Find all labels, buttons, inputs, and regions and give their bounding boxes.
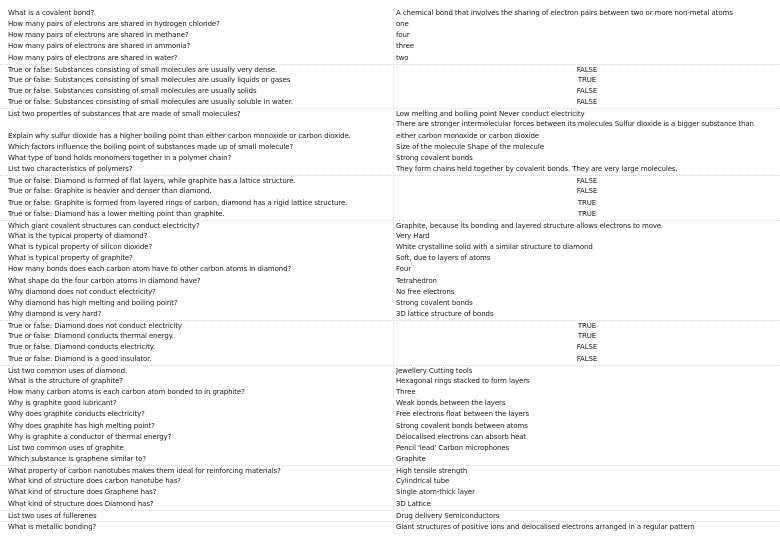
table-row xyxy=(0,19,780,29)
answer-cell: Graphite xyxy=(396,454,426,463)
answer-cell: two xyxy=(396,53,409,62)
answer-cell: A chemical bond that involves the sharing of electron pairs between two or more non-metal atoms xyxy=(396,9,733,17)
table-row xyxy=(0,409,780,419)
question-cell: True or false: Substances consisting of small molecules are usually soluble in water. xyxy=(8,98,293,107)
answer-cell: Tetrahedron xyxy=(396,276,437,285)
table-row xyxy=(0,86,780,96)
question-cell: What type of bond holds monomers together in a polymer chain? xyxy=(8,153,232,162)
question-cell: True or false: Substances consisting of small molecules are usually liquids or gases xyxy=(8,75,291,84)
answer-cell: Pencil 'lead' Carbon microphones xyxy=(396,443,510,452)
table-row xyxy=(0,264,780,274)
answer-cell: FALSE xyxy=(576,65,598,74)
table-row xyxy=(0,53,780,63)
question-cell: Why is graphite a conductor of thermal energy? xyxy=(8,432,172,441)
question-cell: True or false: Substances consisting of small molecules are usually very dense. xyxy=(8,65,278,74)
table-row xyxy=(0,164,780,174)
table-row xyxy=(0,465,780,476)
answer-cell: Weak bonds between the layers xyxy=(396,399,506,408)
table-row xyxy=(0,220,780,231)
table-row xyxy=(0,186,780,196)
answer-cell: Strong covalent bonds xyxy=(396,153,473,162)
question-cell: True or false: Substances consisting of small molecules are usually solids xyxy=(8,87,257,96)
answer-cell: 3D Lattice xyxy=(396,499,431,508)
question-cell: True or false: Diamond conducts electricity. xyxy=(8,343,155,352)
question-cell: True or false: Diamond conducts thermal energy. xyxy=(8,332,174,341)
question-cell: How many pairs of electrons are shared in ammonia? xyxy=(8,42,191,51)
question-cell: List two characteristics of polymers? xyxy=(8,165,133,174)
answer-cell: There are stronger intermolecular forces between its molecules Sulfur dioxide is a bigger substance than xyxy=(396,120,754,129)
table-row xyxy=(0,331,780,341)
question-cell: What kind of structure does carbon nanotube has? xyxy=(8,477,181,486)
question-cell: Which substance is graphene similar to? xyxy=(8,454,146,463)
table-row xyxy=(0,131,780,141)
table-row xyxy=(0,41,780,51)
answer-cell: four xyxy=(396,31,410,40)
answer-cell: No free electrons xyxy=(396,287,455,296)
table-row xyxy=(0,287,780,297)
question-cell: How many pairs of electrons are shared in water? xyxy=(8,53,178,62)
answer-cell: Size of the molecule Shape of the molecule xyxy=(396,142,544,151)
answer-cell: Graphite, because its bonding and layered structure allows electrons to move xyxy=(396,221,662,230)
table-row xyxy=(0,231,780,241)
answer-cell: Jewellery Cutting tools xyxy=(396,366,473,375)
answer-cell: FALSE xyxy=(576,343,598,352)
table-row xyxy=(0,253,780,263)
question-cell: Which factors influence the boiling point of substances made up of small molecule? xyxy=(8,142,294,151)
answer-cell: TRUE xyxy=(577,198,597,207)
question-cell: List two uses of fullerenes xyxy=(8,511,97,520)
question-cell: List two common uses of graphite xyxy=(8,443,124,452)
table-row xyxy=(0,521,780,532)
table-row xyxy=(0,376,780,386)
table-row xyxy=(0,387,780,397)
table-row xyxy=(0,142,780,152)
table-row xyxy=(0,510,780,521)
answer-cell: TRUE xyxy=(577,75,597,84)
answer-cell: Cylindrical tube xyxy=(396,477,450,486)
table-row xyxy=(0,487,780,497)
answer-cell: either carbon monoxide or carbon dioxide xyxy=(396,131,539,140)
question-cell: What is the structure of graphite? xyxy=(8,376,123,385)
question-cell: List two properties of substances that are made of small molecules? xyxy=(8,110,241,119)
answer-cell: High tensile strength xyxy=(396,467,468,476)
table-row xyxy=(0,309,780,319)
table-row xyxy=(0,476,780,486)
question-cell: True or false: Diamond has a lower melting point than graphite. xyxy=(8,209,225,218)
question-cell: True or false: Diamond is a good insulator. xyxy=(8,354,152,363)
table-row xyxy=(0,421,780,431)
table-row xyxy=(0,75,780,85)
table-row xyxy=(0,398,780,408)
answer-cell: three xyxy=(396,42,415,51)
answer-cell: Low melting and boiling point Never conduct electricity xyxy=(396,110,585,119)
table-row xyxy=(0,499,780,509)
answer-cell: TRUE xyxy=(577,322,597,331)
question-cell: Why does graphite conducts electricity? xyxy=(8,410,145,419)
question-cell: Why diamond is very hard? xyxy=(8,310,102,319)
question-cell: How many carbon atoms is each carbon atom bonded to in graphite? xyxy=(8,388,245,397)
table-row xyxy=(0,365,780,376)
table-row xyxy=(0,454,780,464)
question-cell: List two common uses of diamond. xyxy=(8,366,128,375)
question-cell: What kind of structure does Graphene has? xyxy=(8,488,157,497)
answer-cell: FALSE xyxy=(576,354,598,363)
answer-cell: Four xyxy=(396,265,411,274)
table-row xyxy=(0,97,780,107)
question-cell: What is typical property of graphite? xyxy=(8,254,133,263)
table-row xyxy=(0,119,780,129)
answer-cell: Very Hard xyxy=(396,231,430,240)
table-row xyxy=(0,64,780,75)
question-cell: Why is graphite good lubricant? xyxy=(8,399,117,408)
question-cell: True or false: Graphite is formed from layered rings of carbon, diamond has a rigid lattice structure. xyxy=(8,198,348,207)
table-row xyxy=(0,443,780,453)
table-row xyxy=(0,354,780,364)
question-cell: What is metallic bonding? xyxy=(8,522,97,531)
question-cell: What shape do the four carbon atoms in diamond have? xyxy=(8,276,201,285)
answer-cell: Single atom-thick layer xyxy=(396,488,475,497)
question-cell: Which giant covalent structures can conduct electricity? xyxy=(8,221,200,230)
question-cell: Explain why sulfur dioxide has a higher boiling point than either carbon monoxide or carbon dioxide. xyxy=(8,131,351,140)
question-cell: What is the typical property of diamond? xyxy=(8,231,148,240)
question-cell: What is a covalent bond? xyxy=(8,9,95,17)
answer-cell: 3D lattice structure of bonds xyxy=(396,310,494,319)
table-row xyxy=(0,242,780,252)
table-row xyxy=(0,30,780,40)
table-row xyxy=(0,342,780,352)
answer-cell: Giant structures of positive ions and delocalised electrons arranged in a regular pattern xyxy=(396,522,695,531)
answer-cell: Delocalised electrons can absorb heat xyxy=(396,432,527,441)
question-cell: How many pairs of electrons are shared in hydrogen chloride? xyxy=(8,20,220,29)
answer-cell: Soft, due to layers of atoms xyxy=(396,254,491,263)
answer-cell: They form chains held together by covalent bonds. They are very large molecules. xyxy=(396,165,678,174)
table-row xyxy=(0,8,780,18)
table-row xyxy=(0,153,780,163)
question-cell: Why does graphite has high melting point? xyxy=(8,421,155,430)
table-row xyxy=(0,175,780,186)
table-row xyxy=(0,298,780,308)
table-row xyxy=(0,198,780,208)
table-row xyxy=(0,276,780,286)
answer-cell: FALSE xyxy=(576,177,598,186)
question-cell: True or false: Diamond does not conduct electricity xyxy=(8,322,182,331)
question-cell: Why diamond has high melting and boiling point? xyxy=(8,298,178,307)
answer-cell: Drug delivery Semiconductors xyxy=(396,511,500,520)
table-row xyxy=(0,209,780,219)
question-cell: What kind of structure does Diamond has? xyxy=(8,499,154,508)
answer-cell: Free electrons float between the layers xyxy=(396,410,530,419)
question-cell: True or false: Diamond is formed of flat layers, while graphite has a lattice structure. xyxy=(8,177,296,186)
answer-cell: Strong covalent bonds between atoms xyxy=(396,421,528,430)
answer-cell: FALSE xyxy=(576,98,598,107)
question-cell: How many bonds does each carbon atom have to other carbon atoms in diamond? xyxy=(8,265,292,274)
question-cell: What property of carbon nanotubes makes them ideal for reinforcing materials? xyxy=(8,467,281,476)
question-cell: How many pairs of electrons are shared in methane? xyxy=(8,31,189,40)
answer-cell: Three xyxy=(396,388,416,397)
answer-cell: White crystalline solid with a similar structure to diamond xyxy=(396,243,593,252)
answer-cell: Hexagonal rings stacked to form layers xyxy=(396,376,530,385)
question-cell: Why diamond does not conduct electricity? xyxy=(8,287,156,296)
answer-cell: Strong covalent bonds xyxy=(396,298,473,307)
table-row xyxy=(0,108,780,119)
table-row xyxy=(0,432,780,442)
answer-cell: TRUE xyxy=(577,332,597,341)
question-cell: What is typical property of silicon dioxide? xyxy=(8,243,153,252)
answer-cell: TRUE xyxy=(577,209,597,218)
answer-cell: one xyxy=(396,20,409,29)
answer-cell: FALSE xyxy=(576,187,598,196)
answer-cell: FALSE xyxy=(576,87,598,96)
table-row xyxy=(0,320,780,331)
question-cell: True or false: Graphite is heavier and denser than diamond. xyxy=(8,187,212,196)
